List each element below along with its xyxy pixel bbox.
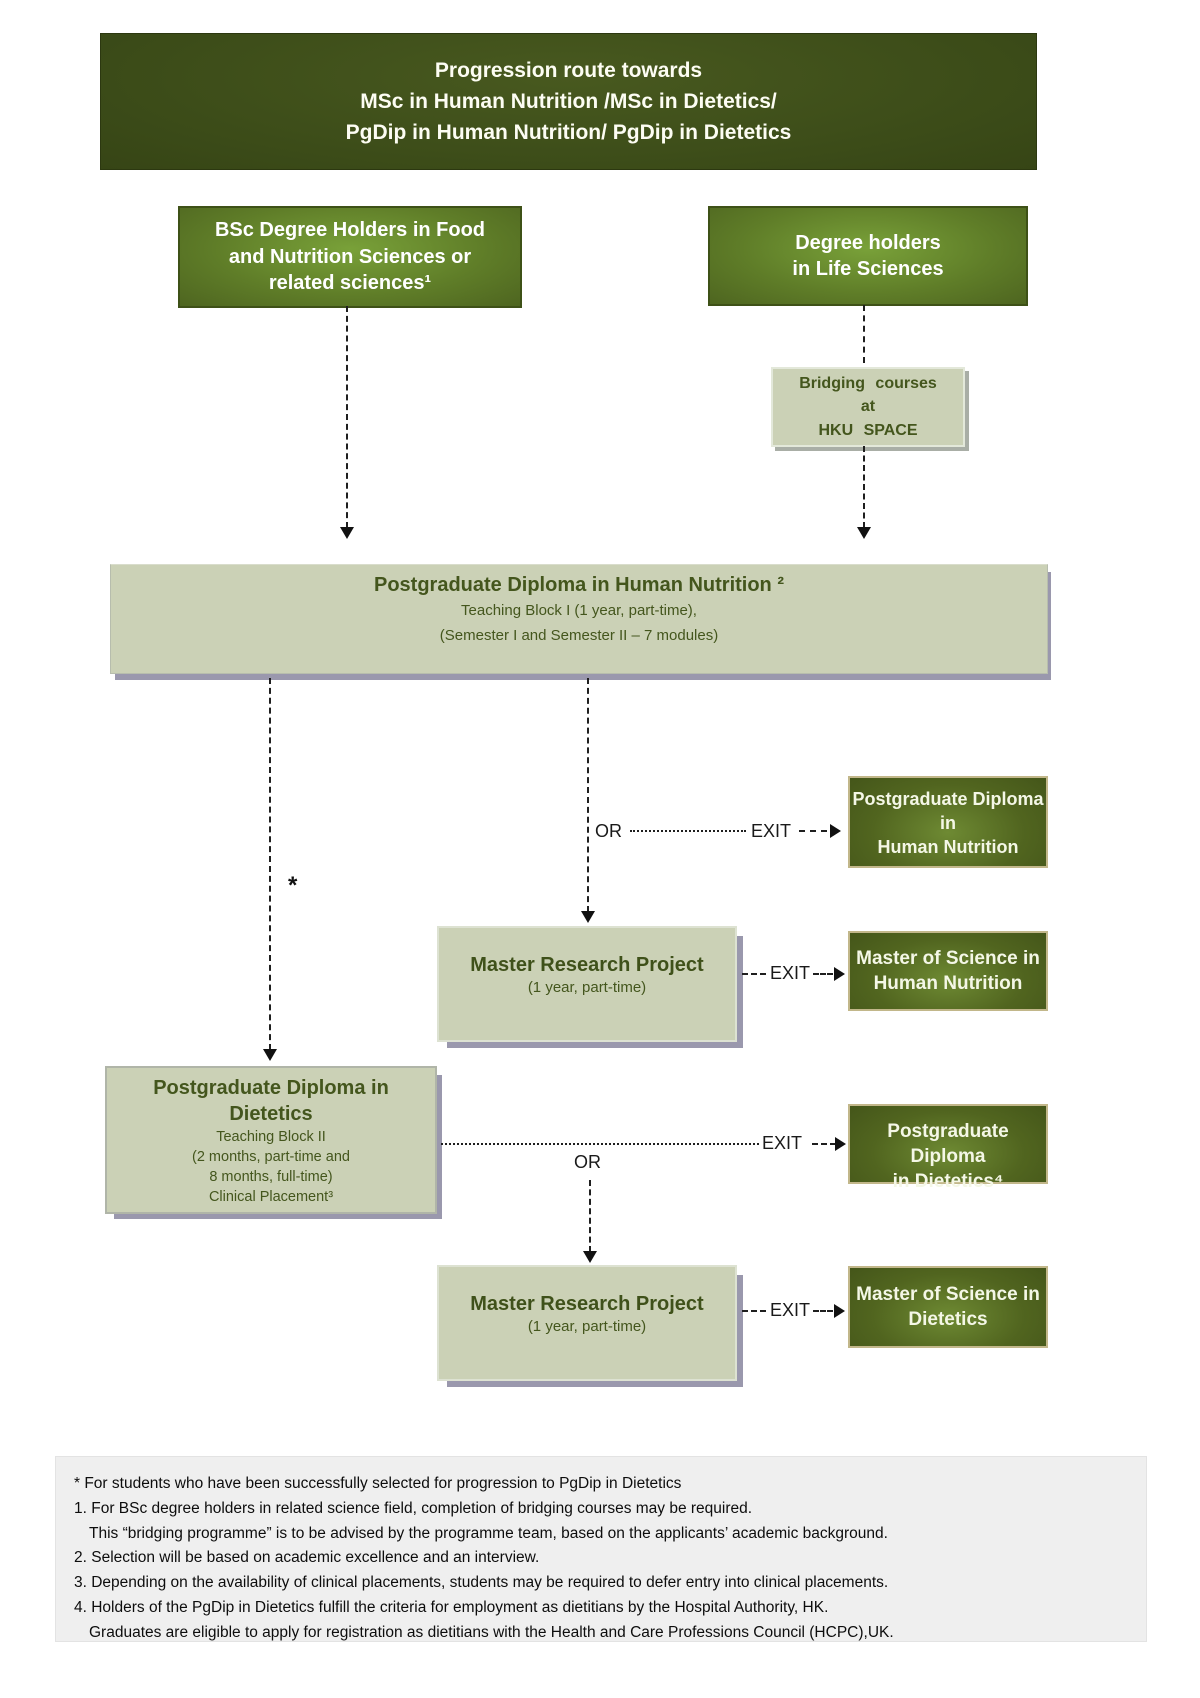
arrowhead-down-icon <box>263 1049 277 1061</box>
node-master-research-project-2 <box>437 1265 737 1381</box>
connector-bridging-to-pgdip <box>863 446 865 528</box>
connector-exit4-dash-left <box>742 1310 766 1312</box>
arrowhead-down-icon <box>581 911 595 923</box>
node-title: Master Research Project <box>470 954 704 976</box>
node-life-sciences-degree-holders <box>708 206 1028 306</box>
connector-exit1-dotted <box>630 830 746 832</box>
node-text-line: HKU SPACE <box>818 421 918 439</box>
node-exit-pgdip-dietetics <box>848 1104 1048 1193</box>
title-banner <box>100 33 1037 170</box>
node-title: Postgraduate Diploma in Human Nutrition ² <box>373 574 784 596</box>
arrowhead-down-icon <box>583 1251 597 1263</box>
connector-dietetics-to-mrp2 <box>589 1180 591 1252</box>
exit-label-2: EXIT <box>770 963 811 983</box>
node-text-line: (2 months, part-time and <box>192 1149 350 1166</box>
node-pgdip-dietetics <box>105 1066 437 1214</box>
connector-exit3-dotted <box>441 1143 759 1145</box>
node-text-line: Master of Science in <box>856 948 1040 969</box>
banner-line-3: PgDip in Human Nutrition/ PgDip in Dietetics <box>345 121 792 145</box>
node-text-line: in Dietetics⁴ <box>892 1171 1004 1193</box>
node-master-research-project-1 <box>437 926 737 1042</box>
node-title: Master Research Project <box>470 1293 704 1315</box>
node-text-line: Teaching Block I (1 year, part-time), <box>461 602 697 619</box>
node-text-line: Human Nutrition <box>873 973 1023 995</box>
footnote-line: * For students who have been successfully selected for progression to PgDip in Dietetics <box>74 1475 682 1492</box>
connector-exit3-dash <box>812 1143 836 1145</box>
footnote-line: 4. Holders of the PgDip in Dietetics fulfill the criteria for employment as dietitians by the Hospital Authority, HK. <box>74 1598 829 1616</box>
node-text-line: at <box>860 398 876 416</box>
footnote-line: 1. For BSc degree holders in related science field, completion of bridging courses may be required. <box>74 1499 753 1517</box>
exit-label-1: EXIT <box>751 821 792 841</box>
node-text-line: Degree holders <box>795 231 941 254</box>
node-exit-msc-human-nutrition <box>848 931 1048 1011</box>
connector-pgdip-to-dietetics <box>269 678 271 1050</box>
connector-pgdip-to-mrp1 <box>587 678 589 912</box>
node-exit-msc-dietetics <box>848 1266 1048 1348</box>
footnote-line: 3. Depending on the availability of clinical placements, students may be required to defer entry into clinical placements. <box>74 1574 889 1592</box>
node-bridging-courses <box>771 367 965 447</box>
node-title-line: Dietetics <box>229 1102 313 1125</box>
exit-label-3: EXIT <box>762 1133 803 1153</box>
banner-line-2: MSc in Human Nutrition /MSc in Dietetics/ <box>360 89 777 113</box>
connector-life-to-bridging <box>863 305 865 363</box>
node-text-line: Bridging courses <box>799 375 937 393</box>
node-text-line: and Nutrition Sciences or <box>228 245 472 268</box>
node-text-line: 8 months, full-time) <box>209 1169 333 1186</box>
node-subtitle: (1 year, part-time) <box>527 1318 647 1335</box>
or-label-2: OR <box>574 1152 601 1172</box>
arrowhead-right-icon <box>834 967 845 981</box>
node-text-line: (Semester I and Semester II – 7 modules) <box>439 626 719 644</box>
node-text-line: Master of Science in <box>856 1284 1040 1305</box>
node-text-line: Postgraduate Diploma <box>852 789 1044 809</box>
node-text-line: in <box>940 812 956 833</box>
connector-bsc-to-pgdip <box>346 306 348 528</box>
footnote-line: Graduates are eligible to apply for registration as dietitians with the Health and Care Professions Council (HCPC),UK. <box>89 1623 894 1641</box>
or-label-1: OR <box>595 821 622 841</box>
node-title-line: Postgraduate Diploma in <box>153 1077 389 1099</box>
node-text-line: in Life Sciences <box>792 258 944 280</box>
arrowhead-right-icon <box>834 1304 845 1318</box>
node-text-line: related sciences¹ <box>268 272 432 295</box>
connector-exit2-dash-right <box>813 973 833 975</box>
node-text-line: Postgraduate Diploma <box>887 1121 1009 1168</box>
node-text-line: Dietetics <box>908 1309 988 1331</box>
footnotes-panel <box>55 1456 1147 1642</box>
asterisk-marker: * <box>288 872 298 899</box>
arrowhead-down-icon <box>340 527 354 539</box>
node-exit-pgdip-human-nutrition <box>848 776 1048 868</box>
node-bsc-degree-holders <box>178 206 522 308</box>
footnote-line: 2. Selection will be based on academic excellence and an interview. <box>74 1549 540 1567</box>
connector-exit2-dash-left <box>742 973 766 975</box>
arrowhead-right-icon <box>830 824 841 838</box>
node-text-line: BSc Degree Holders in Food <box>214 219 486 242</box>
node-text-line: Teaching Block II <box>216 1129 326 1146</box>
connector-exit1-dash <box>799 830 827 832</box>
node-text-line: Clinical Placement³ <box>208 1189 334 1206</box>
node-pgdip-human-nutrition <box>110 564 1048 674</box>
exit-label-4: EXIT <box>770 1300 811 1320</box>
node-text-line: Human Nutrition <box>877 836 1019 857</box>
arrowhead-down-icon <box>857 527 871 539</box>
node-subtitle: (1 year, part-time) <box>527 979 647 996</box>
footnote-line: This “bridging programme” is to be advised by the programme team, based on the applicants’ academic background. <box>89 1524 888 1542</box>
connector-exit4-dash-right <box>813 1310 833 1312</box>
arrowhead-right-icon <box>835 1137 846 1151</box>
banner-line-1: Progression route towards <box>434 58 703 82</box>
